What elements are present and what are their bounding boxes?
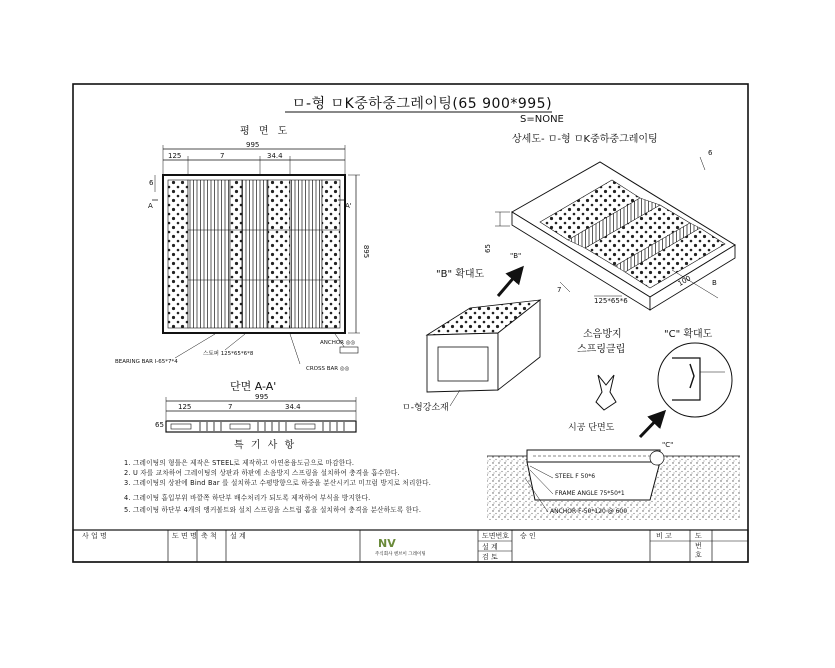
section-dim-mid: 7 [228, 403, 233, 411]
plan-label-stopper: 스토퍼 125*65*6*8 [203, 351, 254, 357]
detail-dim-6: 6 [708, 149, 713, 157]
company-logo: NV [378, 537, 396, 550]
plan-label-anchor: ANCHOR ◎◎ [320, 340, 356, 346]
company-name: 주식회사 엔브이 그레이팅 [375, 552, 426, 557]
plan-dim-right: 34.4 [267, 152, 283, 160]
tb-right-3: 번 [695, 542, 702, 550]
plan-title: 평 면 도 [240, 126, 291, 137]
plan-section-a2: A' [345, 202, 352, 210]
section-dim-height: 65 [155, 421, 164, 429]
note-item-5: 5. 그레이팅 하단부 4개의 앵커볼트와 설치 스프링을 스트립 홈을 설치하여 충격을 분산하도록 한다. [124, 506, 422, 514]
detail-dim-125: 125*65*6 [594, 297, 628, 305]
tb-cell-3: 축 척 [201, 532, 217, 540]
tb-row-1: 설 계 [482, 543, 498, 551]
note-item-3: 3. 그레이팅의 상판에 Bind Bar 를 설치하고 수평방향으로 하중을 분산시키고 미끄럼 방지로 처리한다. [124, 479, 432, 487]
enlarge-c-view [640, 343, 732, 437]
plan-dim-height: 895 [362, 244, 371, 259]
section-dim-right: 34.4 [285, 403, 301, 411]
enlarge-c-title: "C" 확대도 [664, 329, 713, 340]
scale-label: S=NONE [520, 114, 564, 125]
detail-callout-b-small: B [712, 279, 717, 287]
tb-right-1: 비 고 [656, 532, 672, 540]
install-c-mark: "C" [662, 441, 674, 449]
plan-section-a: A [148, 202, 153, 210]
detail-dim-7: 7 [557, 286, 562, 294]
tb-cell-1: 사 업 명 [82, 532, 107, 540]
plan-dim-mid: 7 [220, 152, 225, 160]
plan-dim-side: 6 [149, 179, 154, 187]
plan-label-cross: CROSS BAR ◎◎ [306, 366, 350, 372]
tb-cell-5: 도면번호 [482, 532, 510, 540]
install-title: 시공 단면도 [568, 423, 615, 433]
clip-line-1: 소음방지 [583, 329, 622, 340]
spring-clip-view [596, 375, 616, 410]
detail-dim-100: 100 [676, 274, 693, 288]
detail-dim-65: 65 [483, 244, 492, 253]
enlarge-b-title: "B" 확대도 [436, 269, 485, 280]
install-label-anchor: ANCHOR F-50*120 @ 600 [550, 508, 628, 515]
plan-view [152, 145, 360, 364]
tb-row-3: 승 인 [520, 532, 536, 540]
notes-title: 특 기 사 항 [234, 440, 297, 451]
tb-cell-2: 도 면 명 [172, 532, 197, 540]
plan-dim-total: 995 [246, 141, 260, 149]
note-item-1: 1. 그레이팅의 형틀은 제작은 STEEL로 제작하고 아연용융도금으로 마감한다. [124, 459, 355, 467]
note-item-4: 4. 그레이팅 흡입부위 바깥쪽 하단부 배수처리가 되도록 제작하여 부식을 방지한다. [124, 494, 371, 502]
section-dim-total: 995 [255, 393, 269, 401]
tb-cell-4: 설 계 [230, 532, 246, 540]
detail-title: 상세도- ㅁ-형 ㅁK중하중그레이팅 [512, 134, 658, 145]
section-title: 단면 A-A' [230, 380, 277, 393]
detail-callout-b: "B" [510, 252, 522, 260]
note-item-2: 2. U 자를 교차하여 그레이팅의 상판과 하판에 소음방지 스프링을 설치하여 충격을 흡수한다. [124, 469, 400, 477]
tb-right-4: 호 [695, 551, 702, 559]
page-title: ㅁ-형 ㅁK중하중그레이팅(65 900*995) [292, 96, 553, 112]
install-label-frame: FRAME ANGLE 75*50*1 [555, 490, 625, 497]
section-dim-left: 125 [178, 403, 192, 411]
plan-label-bearing: BEARING BAR I-65*7*4 [115, 359, 178, 365]
isometric-detail [495, 157, 735, 310]
plan-dim-left: 125 [168, 152, 182, 160]
clip-line-2: 스프링클립 [577, 344, 626, 355]
tb-row-2: 검 토 [482, 553, 498, 561]
enlarge-b-view [427, 300, 540, 406]
section-view [166, 397, 356, 432]
tb-right-2: 도 [695, 532, 702, 540]
install-label-steel: STEEL F 50*6 [555, 473, 596, 480]
enlarge-b-label: ㅁ-형강소재 [402, 403, 449, 413]
